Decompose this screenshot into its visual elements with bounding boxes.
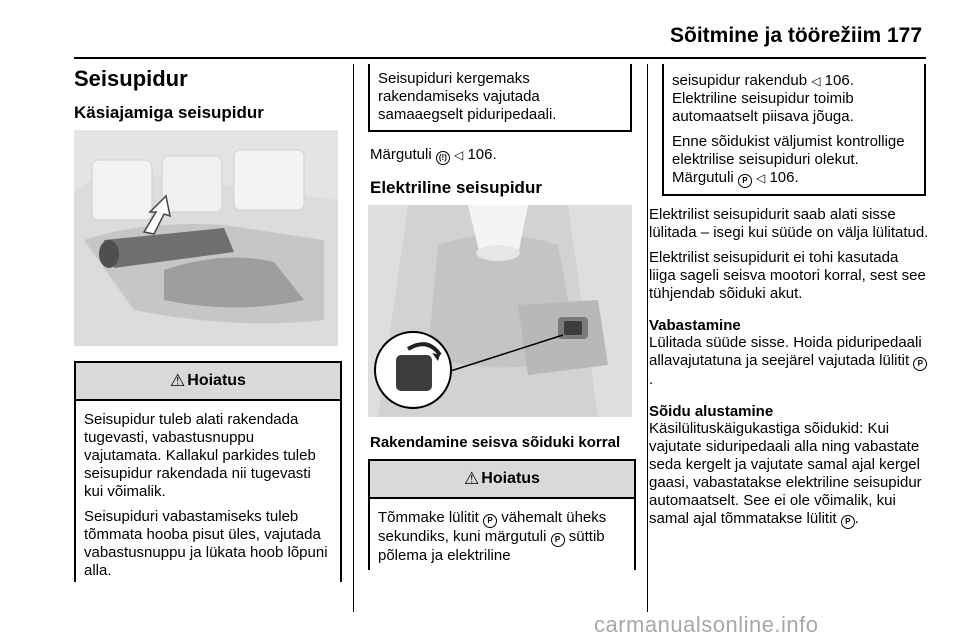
heading-release: Vabastamine <box>649 317 741 334</box>
warning-box-electric-brake <box>368 459 636 570</box>
indicator-line <box>370 146 630 165</box>
watermark: carmanualsonline.info <box>594 612 819 637</box>
reference-arrow-icon: ◁ <box>454 148 464 162</box>
electric-brake-illustration <box>368 205 632 417</box>
paragraph-drive-off: Käsilülituskäigukastiga sõidukid: Kui vajutate siduripedaali alla ning vabastate seda kergelt ja vajutate samal ajal kergel gaasi, vabastatakse elektriline seisupidur automaatselt. See ei ole võimalik, kui samal ajal tõmmatakse lülitit P . <box>649 420 922 527</box>
warning-text-2: Seisupiduri vabastamiseks tuleb tõmmata hooba pisut üles, vajutada vabastusnuppu ja lükata hoob lõpuni alla. <box>84 508 328 579</box>
paragraph-always-on: Elektrilist seisupidurit saab alati sisse lülitada – isegi kui süüde on välja lülitatud. <box>649 206 929 241</box>
page-reference[interactable]: 106. <box>824 72 854 89</box>
note-text-1: seisupidur rakendub ◁ 106. Elektriline seisupidur toimib automaatselt piisava jõuga. <box>672 72 854 125</box>
header-rule <box>74 57 926 59</box>
warning-header <box>370 459 634 499</box>
page-number: 177 <box>887 24 923 47</box>
parking-brake-icon: P <box>913 357 927 371</box>
section-heading-parking-brake: Seisupidur <box>74 66 188 91</box>
parking-brake-icon: P <box>551 533 565 547</box>
indicator-label: Märgutuli <box>370 146 432 163</box>
reference-arrow-icon: ◁ <box>756 171 766 185</box>
warning-box-manual-brake <box>74 361 342 582</box>
parking-brake-icon: P <box>738 174 752 188</box>
warning-text-1: Seisupidur tuleb alati rakendada tugevasti, vabastusnuppu vajutamata. Kallakul parkides tuleb seisupidur rakendada nii tugevasti kui võimalik. <box>84 411 316 500</box>
paragraph-release: Lülitada süüde sisse. Hoida piduripedaali allavajutatuna ja seejärel vajutada lülitit P. <box>649 334 929 389</box>
warning-title: Hoiatus <box>481 470 540 487</box>
note-box-continued <box>368 64 632 132</box>
warning-header <box>76 361 340 401</box>
column-divider-1 <box>353 64 354 612</box>
note-box-electric-brake <box>662 64 926 196</box>
paragraph-battery: Elektrilist seisupidurit ei tohi kasutada liiga sageli seisva mootori korral, sest see tühjendab sõiduki akut. <box>649 249 926 302</box>
subheading-electric-brake: Elektriline seisupidur <box>370 178 542 197</box>
column-divider-2 <box>647 64 648 612</box>
parking-brake-icon: P <box>483 514 497 528</box>
note-text-2: Enne sõidukist väljumist kontrollige elektrilise seisupiduri olekut. Märgutuli P ◁ 106. <box>672 133 905 186</box>
warning-text: Tõmmake lülitit P vähemalt üheks sekundiks, kuni märgutuli P süttib põlema ja elektriline <box>378 509 607 564</box>
manual-brake-illustration <box>74 130 338 346</box>
parking-brake-icon: P <box>841 515 855 529</box>
column-3-body <box>649 206 929 529</box>
subheading-manual-brake: Käsiajamiga seisupidur <box>74 103 264 122</box>
heading-drive-off: Sõidu alustamine <box>649 403 774 420</box>
warning-triangle-icon: ⚠ <box>464 469 480 488</box>
reference-arrow-icon: ◁ <box>811 74 821 88</box>
warning-title: Hoiatus <box>187 372 246 389</box>
running-header-title: Sõitmine ja töörežiim <box>670 24 882 47</box>
subheading-apply-stationary: Rakendamine seisva sõiduki korral <box>370 434 621 451</box>
note-text: Seisupiduri kergemaks rakendamiseks vajutada samaaegselt piduripedaali. <box>378 70 557 123</box>
warning-triangle-icon: ⚠ <box>170 371 186 390</box>
page-reference[interactable]: 106. <box>467 146 497 163</box>
page-reference[interactable]: 106. <box>769 169 799 186</box>
brake-warning-icon: (!) <box>436 151 450 165</box>
